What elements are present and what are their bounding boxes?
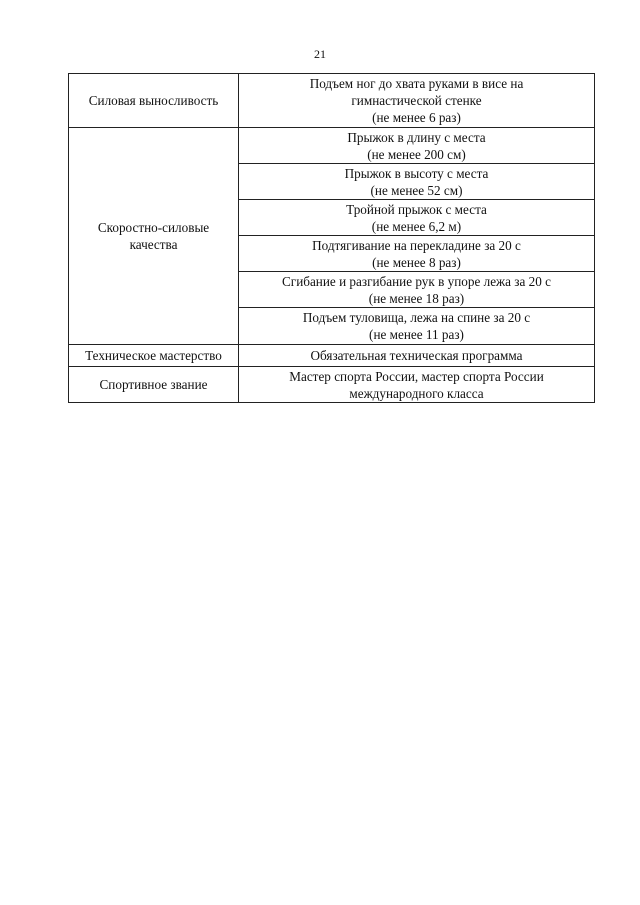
test-line: Прыжок в длину с места [347,129,486,145]
test-line: Подъем туловища, лежа на спине за 20 с [302,310,531,325]
category-cell: Техническое мастерство [69,345,239,367]
page-number: 21 [314,47,326,61]
test-line: Обязательная техническая программа [310,348,523,363]
test-line: (не менее 52 см) [370,182,463,198]
test-line: (не менее 6 раз) [372,110,461,125]
test-line: (не менее 18 раз) [368,290,465,306]
test-cell [239,164,595,200]
test-line: Прыжок в высоту с места [344,165,489,181]
category-cell [69,128,239,345]
test-cell [239,74,595,128]
test-cell [239,272,595,308]
category-cell: Спортивное звание [69,367,239,403]
test-line: (не менее 11 раз) [369,327,464,342]
test-line: (не менее 200 см) [367,146,466,162]
test-line: Подъем ног до хвата руками в висе на [309,76,524,91]
test-line: (не менее 8 раз) [372,254,461,270]
test-line: Сгибание и разгибание рук в упоре лежа за 20 с [281,273,552,289]
test-line: международного класса [349,385,484,401]
table-row [69,345,595,367]
category-cell: Силовая выносливость [69,74,239,128]
test-line: Тройной прыжок с места [346,201,487,217]
category-line: качества [129,237,178,252]
test-cell [239,200,595,236]
test-cell [239,308,595,345]
test-cell [239,345,595,367]
test-line: (не менее 6,2 м) [371,218,462,234]
table-row [69,128,595,164]
standards-table [68,73,595,403]
table-row [69,74,595,128]
test-cell [239,236,595,272]
category-line: Скоростно-силовые [97,220,210,235]
test-cell [239,367,595,403]
test-line: гимнастической стенке [351,93,482,108]
test-line: Подтягивание на перекладине за 20 с [312,237,521,253]
table-row [69,367,595,403]
test-cell [239,128,595,164]
test-line: Мастер спорта России, мастер спорта России [289,368,544,384]
